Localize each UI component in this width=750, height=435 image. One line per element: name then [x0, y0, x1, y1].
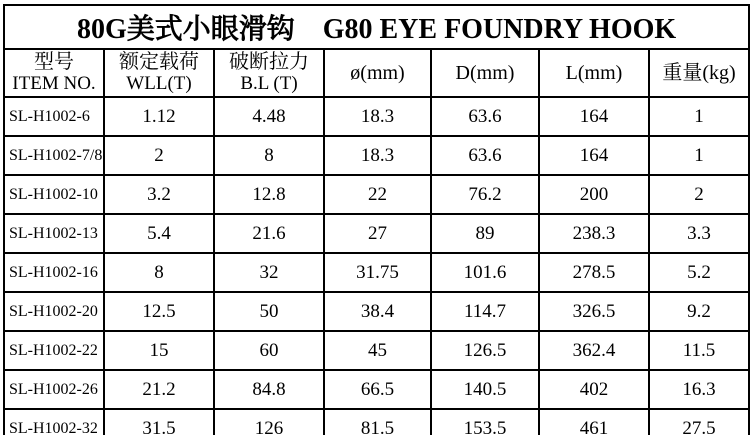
table-title-chinese: 80G美式小眼滑钩	[76, 14, 295, 45]
column-header-breaking-load	[214, 49, 324, 97]
cell-breaking-load: 50	[214, 292, 324, 331]
title-row	[4, 5, 749, 49]
cell-wll: 31.5	[104, 409, 214, 435]
cell-wll: 8	[104, 253, 214, 292]
cell-d-dim: 126.5	[431, 331, 539, 370]
cell-wll: 21.2	[104, 370, 214, 409]
cell-wll: 3.2	[104, 175, 214, 214]
column-header-wll-en: WLL(T)	[126, 73, 192, 94]
cell-breaking-load: 84.8	[214, 370, 324, 409]
cell-diameter: 18.3	[324, 136, 431, 175]
cell-wll: 5.4	[104, 214, 214, 253]
product-spec-table	[3, 4, 750, 435]
cell-diameter: 45	[324, 331, 431, 370]
cell-l-dim: 461	[539, 409, 649, 435]
cell-d-dim: 63.6	[431, 97, 539, 136]
cell-breaking-load: 32	[214, 253, 324, 292]
cell-d-dim: 114.7	[431, 292, 539, 331]
cell-weight: 27.5	[649, 409, 749, 435]
column-header-l-dim: L(mm)	[539, 49, 649, 97]
column-header-weight: 重量(kg)	[649, 49, 749, 97]
table-row	[4, 253, 749, 292]
cell-item-no: SL-H1002-22	[4, 331, 104, 370]
cell-d-dim: 89	[431, 214, 539, 253]
table-row	[4, 97, 749, 136]
cell-weight: 3.3	[649, 214, 749, 253]
table-row	[4, 370, 749, 409]
cell-l-dim: 362.4	[539, 331, 649, 370]
cell-item-no: SL-H1002-10	[4, 175, 104, 214]
cell-weight: 11.5	[649, 331, 749, 370]
table-row	[4, 214, 749, 253]
cell-l-dim: 326.5	[539, 292, 649, 331]
column-header-item-no-en: ITEM NO.	[12, 73, 96, 94]
column-header-breaking-load-zh: 破断拉力	[229, 51, 309, 73]
table-row	[4, 331, 749, 370]
cell-d-dim: 63.6	[431, 136, 539, 175]
cell-l-dim: 278.5	[539, 253, 649, 292]
cell-l-dim: 200	[539, 175, 649, 214]
cell-l-dim: 238.3	[539, 214, 649, 253]
cell-wll: 2	[104, 136, 214, 175]
cell-weight: 9.2	[649, 292, 749, 331]
cell-breaking-load: 21.6	[214, 214, 324, 253]
table-row	[4, 136, 749, 175]
cell-breaking-load: 4.48	[214, 97, 324, 136]
cell-weight: 1	[649, 97, 749, 136]
cell-l-dim: 164	[539, 97, 649, 136]
column-header-wll	[104, 49, 214, 97]
table-title	[4, 5, 749, 49]
cell-diameter: 22	[324, 175, 431, 214]
cell-d-dim: 76.2	[431, 175, 539, 214]
table-row	[4, 292, 749, 331]
cell-breaking-load: 60	[214, 331, 324, 370]
cell-diameter: 18.3	[324, 97, 431, 136]
cell-l-dim: 164	[539, 136, 649, 175]
cell-weight: 5.2	[649, 253, 749, 292]
cell-d-dim: 101.6	[431, 253, 539, 292]
table-row	[4, 175, 749, 214]
cell-d-dim: 153.5	[431, 409, 539, 435]
cell-weight: 2	[649, 175, 749, 214]
column-header-item-no-zh: 型号	[34, 51, 74, 73]
cell-wll: 15	[104, 331, 214, 370]
column-header-diameter: ø(mm)	[324, 49, 431, 97]
cell-breaking-load: 12.8	[214, 175, 324, 214]
cell-item-no: SL-H1002-20	[4, 292, 104, 331]
cell-l-dim: 402	[539, 370, 649, 409]
cell-d-dim: 140.5	[431, 370, 539, 409]
cell-item-no: SL-H1002-32	[4, 409, 104, 435]
cell-diameter: 66.5	[324, 370, 431, 409]
cell-wll: 12.5	[104, 292, 214, 331]
cell-diameter: 27	[324, 214, 431, 253]
table-body	[4, 97, 749, 435]
table-row	[4, 409, 749, 435]
column-header-d-dim: D(mm)	[431, 49, 539, 97]
cell-diameter: 31.75	[324, 253, 431, 292]
table-title-english: G80 EYE FOUNDRY HOOK	[322, 14, 677, 45]
cell-breaking-load: 8	[214, 136, 324, 175]
column-header-item-no	[4, 49, 104, 97]
cell-item-no: SL-H1002-16	[4, 253, 104, 292]
cell-item-no: SL-H1002-26	[4, 370, 104, 409]
column-header-wll-zh: 额定载荷	[119, 51, 199, 73]
cell-weight: 1	[649, 136, 749, 175]
cell-diameter: 81.5	[324, 409, 431, 435]
cell-item-no: SL-H1002-6	[4, 97, 104, 136]
cell-item-no: SL-H1002-13	[4, 214, 104, 253]
cell-diameter: 38.4	[324, 292, 431, 331]
column-header-row	[4, 49, 749, 97]
cell-weight: 16.3	[649, 370, 749, 409]
cell-breaking-load: 126	[214, 409, 324, 435]
cell-item-no: SL-H1002-7/8	[4, 136, 104, 175]
cell-wll: 1.12	[104, 97, 214, 136]
column-header-breaking-load-en: B.L (T)	[240, 73, 298, 94]
